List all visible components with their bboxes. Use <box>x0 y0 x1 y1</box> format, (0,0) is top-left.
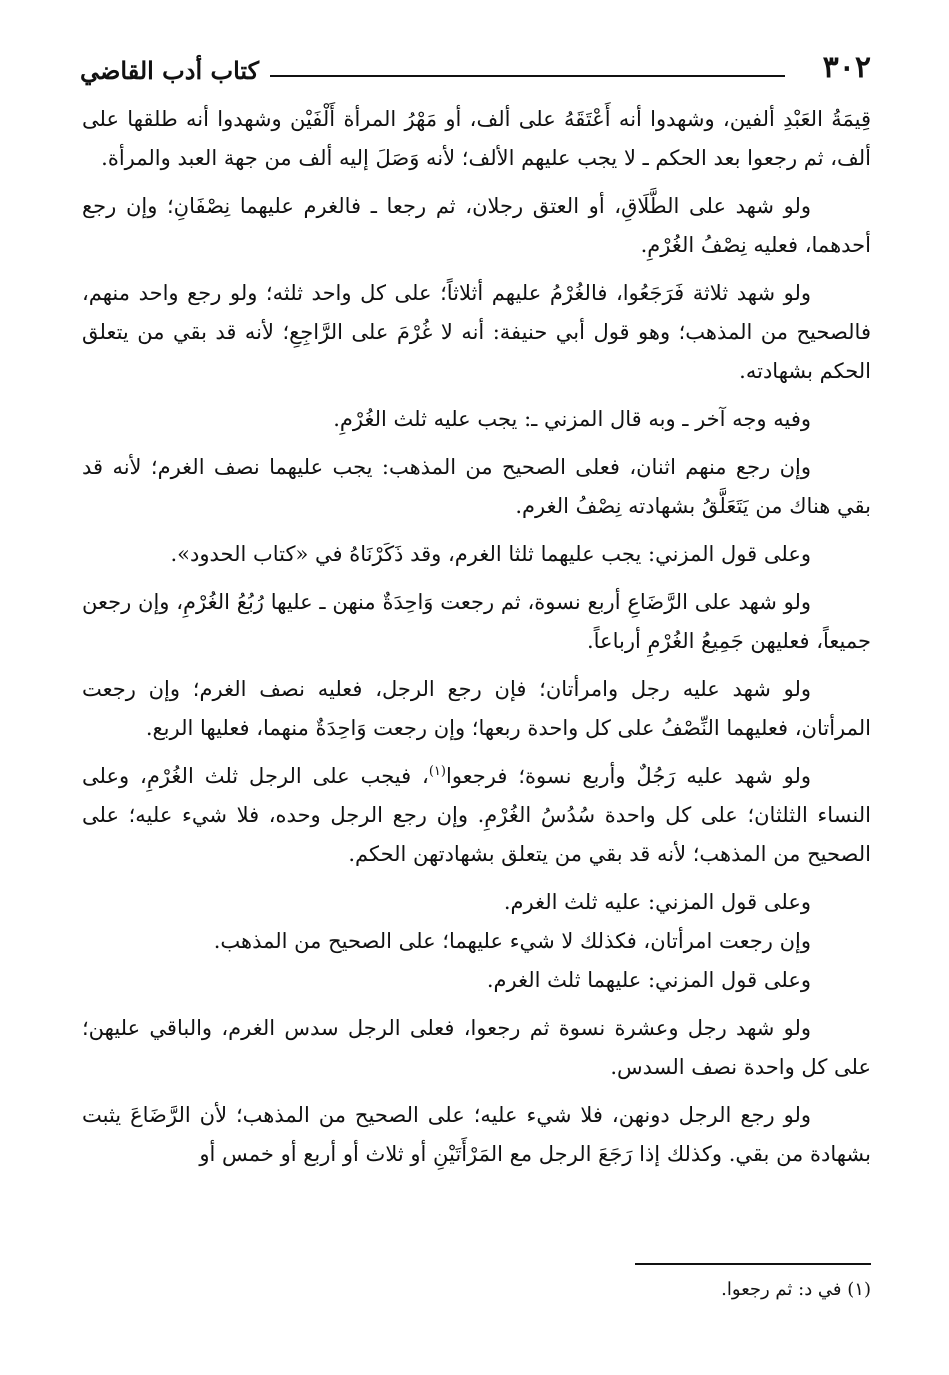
paragraph: وفيه وجه آخر ـ وبه قال المزني ـ: يجب عليه ثلث الغُرْمِ. <box>333 407 811 431</box>
paragraph: ولو شهد على الطَّلَاقِ، أو العتق رجلان، ثم رجعا ـ فالغرم عليهما نِصْفَانِ؛ وإن رجع أحدهما، فعليه نِصْفُ الغُرْمِ. <box>82 194 871 257</box>
paragraph: ولو شهد ثلاثة فَرَجَعُوا، فالغُرْمُ عليهم أثلاثاً؛ على كل واحد ثلثه؛ ولو رجع واحد منهم، فالصحيح من المذهب؛ وهو قول أبي حنيفة: أنه لا غُرْمَ على الرَّاجِعِ؛ لأنه قد بقي من يتعلق الحكم بشهادته. <box>82 281 871 383</box>
header-rule <box>270 75 785 77</box>
paragraph: ولو شهد على الرَّضَاعِ أربع نسوة، ثم رجعت وَاحِدَةٌ منهن ـ عليها رُبُعُ الغُرْمِ، وإن رجعن جميعاً، فعليهن جَمِيعُ الغُرْمِ أرباعاً. <box>82 590 871 653</box>
paragraph: ولو شهد عليه رجل وامرأتان؛ فإن رجع الرجل، فعليه نصف الغرم؛ وإن رجعت المرأتان، فعليهما النِّصْفُ على كل واحدة ربعها؛ وإن رجعت وَاحِدَةٌ منهما، فعليها الربع. <box>82 677 871 740</box>
paragraph: قِيمَةُ العَبْدِ ألفين، وشهدوا أنه أَعْتَقَهُ على ألف، أو مَهْرُ المرأة أَلْفَيْن وشهدوا أنه طلقها على ألف، ثم رجعوا بعد الحكم ـ لا يجب عليهم الألف؛ لأنه وَصَلَ إليه ألف من جهة العبد والمرأة. <box>82 107 871 170</box>
paragraph: ولو رجع الرجل دونهن، فلا شيء عليه؛ على الصحيح من المذهب؛ لأن الرَّضَاعَ يثبت بشهادة من بقي. وكذلك إذا رَجَعَ الرجل مع المَرْأَتَيْنِ أو ثلاث أو أربع أو خمس أو <box>82 1103 871 1166</box>
short-line: وإن رجعت امرأتان، فكذلك لا شيء عليهما؛ على الصحيح من المذهب. <box>213 929 811 953</box>
paragraph: وعلى قول المزني: يجب عليهما ثلثا الغرم، وقد ذَكَرْنَاهُ في «كتاب الحدود». <box>170 542 811 566</box>
footnote-reference: (١) <box>428 764 446 779</box>
short-line: وعلى قول المزني: عليهما ثلث الغرم. <box>486 968 811 992</box>
paragraph-with-footnote <box>82 757 871 874</box>
paragraph-text: ولو شهد عليه رَجُلٌ وأربع نسوة؛ فرجعوا <box>445 764 811 788</box>
paragraph: ولو شهد رجل وعشرة نسوة ثم رجعوا، فعلى الرجل سدس الغرم، والباقي عليهن؛ على كل واحدة نصف السدس. <box>82 1016 871 1079</box>
footnote: (١) في د: ثم رجعوا. <box>721 1279 871 1300</box>
short-line: وعلى قول المزني: عليه ثلث الغرم. <box>503 890 811 914</box>
page-body <box>82 100 871 1183</box>
running-title: كتاب أدب القاضي <box>80 56 260 85</box>
paragraph: وإن رجع منهم اثنان، فعلى الصحيح من المذهب: يجب عليهما نصف الغرم؛ لأنه قد بقي هناك من يَتَعَلَّقُ بشهادته نِصْفُ الغرم. <box>82 455 871 518</box>
page-number: ٣٠٢ <box>822 50 871 85</box>
page-header <box>80 48 871 88</box>
paragraph-text: ، فيجب على الرجل ثلث الغُرْمِ، وعلى النساء الثلثان؛ على كل واحدة سُدُسُ الغُرْمِ. وإن رجع الرجل وحده، فلا شيء عليه؛ على الصحيح من المذهب؛ لأنه قد بقي من يتعلق بشهادتهن الحكم. <box>82 764 871 866</box>
footnote-rule <box>635 1263 871 1265</box>
